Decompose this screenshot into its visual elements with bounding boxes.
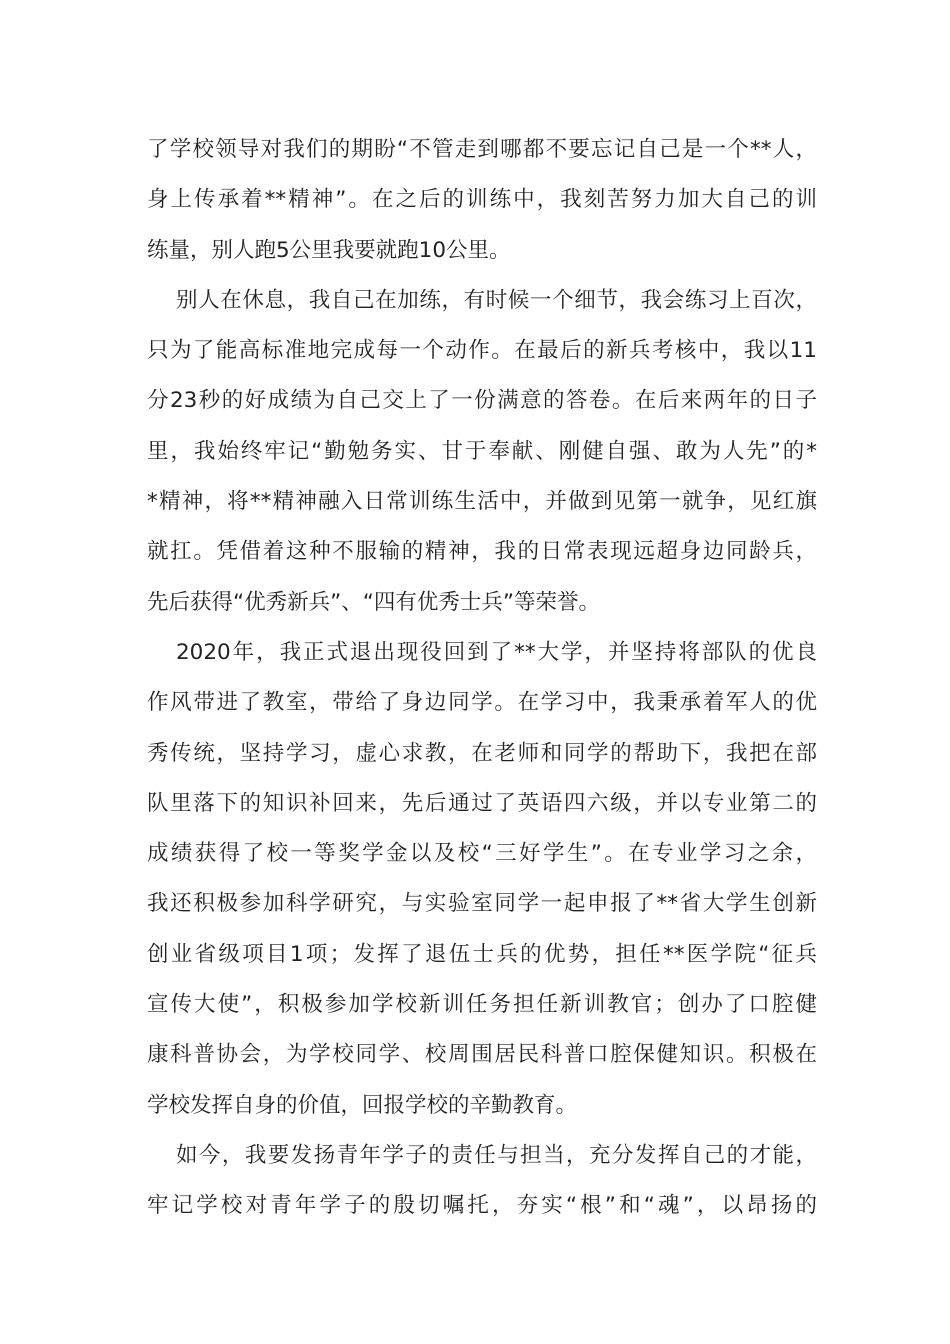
text-line: 我还积极参加科学研究，与实验室同学一起申报了**省大学生创新 — [147, 891, 817, 917]
text-line: 如今，我要发扬青年学子的责任与担当，充分发挥自己的才能， — [176, 1142, 817, 1168]
paragraph — [147, 281, 817, 633]
text-line: *精神，将**精神融入日常训练生活中，并做到见第一就争，见红旗 — [147, 489, 817, 515]
text-line: 先后获得“优秀新兵”、“四有优秀士兵”等荣誉。 — [147, 589, 601, 615]
text-line: 了学校领导对我们的期盼“不管走到哪都不要忘记自己是一个**人， — [147, 137, 817, 162]
text-line: 别人在休息，我自己在加练，有时候一个细节，我会练习上百次， — [176, 287, 817, 313]
text-line: 队里落下的知识补回来，先后通过了英语四六级，并以专业第二的 — [147, 790, 817, 816]
text-line: 就扛。凭借着这种不服输的精神，我的日常表现远超身边同龄兵， — [147, 539, 817, 565]
text-line: 秀传统，坚持学习，虚心求教，在老师和同学的帮助下，我把在部 — [147, 740, 817, 766]
document-body — [147, 130, 817, 1237]
paragraph — [147, 1136, 817, 1237]
text-line: 2020年，我正式退出现役回到了**大学，并坚持将部队的优良 — [176, 639, 817, 665]
paragraph — [147, 633, 817, 1136]
text-line: 练量，别人跑5公里我要就跑10公里。 — [147, 237, 511, 263]
text-line: 身上传承着**精神”。在之后的训练中，我刻苦努力加大自己的训 — [147, 187, 817, 213]
text-line: 里，我始终牢记“勤勉务实、甘于奉献、刚健自强、敢为人先”的* — [147, 438, 817, 464]
text-line: 学校发挥自身的价值，回报学校的辛勤教育。 — [147, 1092, 578, 1118]
text-line: 分23秒的好成绩为自己交上了一份满意的答卷。在后来两年的日子 — [147, 388, 817, 414]
text-line: 创业省级项目1项；发挥了退伍士兵的优势，担任**医学院“征兵 — [147, 941, 817, 967]
text-line: 成绩获得了校一等奖学金以及校“三好学生”。在专业学习之余， — [147, 841, 817, 867]
text-line: 康科普协会，为学校同学、校周围居民科普口腔保健知识。积极在 — [147, 1042, 817, 1068]
text-line: 只为了能高标准地完成每一个动作。在最后的新兵考核中，我以11 — [147, 338, 817, 364]
text-line: 作风带进了教室，带给了身边同学。在学习中，我秉承着军人的优 — [147, 690, 817, 716]
paragraph — [147, 130, 817, 281]
text-line: 宣传大使”，积极参加学校新训任务担任新训教官；创办了口腔健 — [147, 992, 817, 1018]
text-line: 牢记学校对青年学子的殷切嘱托，夯实“根”和“魂”，以昂扬的 — [147, 1193, 817, 1219]
